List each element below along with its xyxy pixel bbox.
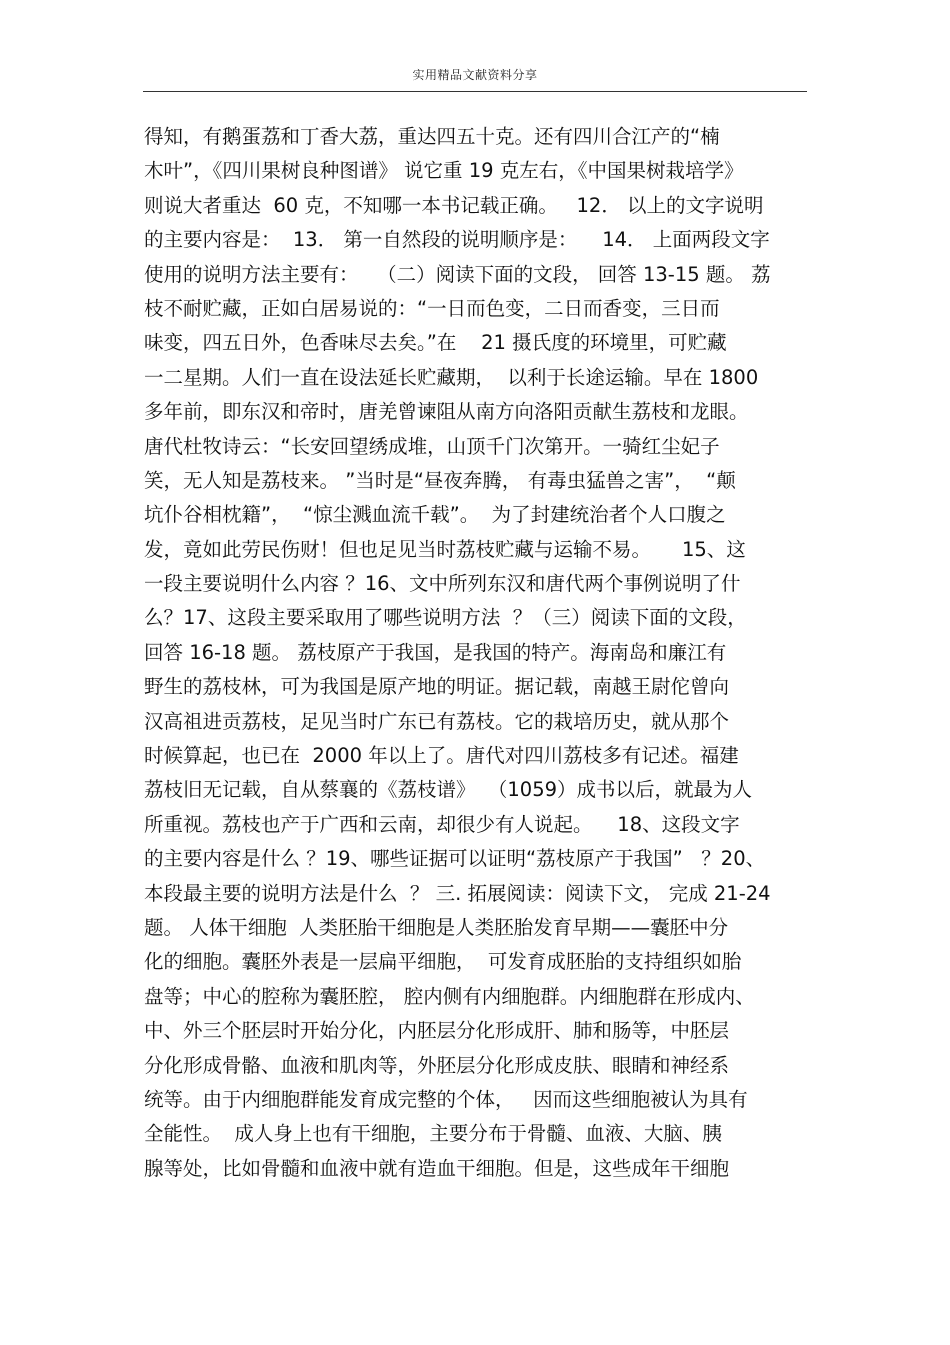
text-line: 发，竟如此劳民伤财！但也足见当时荔枝贮藏与运输不易。 15、这 — [144, 537, 746, 561]
text-line: 枝不耐贮藏，正如白居易说的：“一日而色变，二日而香变，三日而 — [144, 296, 720, 320]
text-line: 化的细胞。囊胚外表是一层扁平细胞， 可发育成胚胎的支持组织如胎 — [144, 950, 742, 974]
page-header-title: 实用精品文献资料分享 — [412, 68, 538, 82]
text-line: 木叶”，《四川果树良种图谱》 说它重 19 克左右，《中国果树栽培学》 — [144, 159, 744, 183]
text-line: 汉高祖进贡荔枝，足见当时广东已有荔枝。它的栽培历史，就从那个 — [144, 709, 730, 733]
text-line: 的主要内容是： 13． 第一自然段的说明顺序是： 14． 上面两段文字 — [144, 228, 770, 252]
text-line: 本段最主要的说明方法是什么 ？ 三. 拓展阅读：阅读下文， 完成 21-24 — [144, 881, 771, 905]
text-line: 分化形成骨骼、血液和肌肉等，外胚层分化形成皮肤、眼睛和神经系 — [144, 1053, 730, 1077]
text-line: 全能性。 成人身上也有干细胞，主要分布于骨髓、血液、大脑、胰 — [144, 1122, 722, 1146]
text-line: 盘等；中心的腔称为囊胚腔， 腔内侧有内细胞群。内细胞群在形成内、 — [144, 984, 755, 1008]
text-line: 中、外三个胚层时开始分化，内胚层分化形成肝、肺和肠等，中胚层 — [144, 1019, 730, 1043]
text-line: 一段主要说明什么内容 ？16、文中所列东汉和唐代两个事例说明了什 — [144, 572, 741, 596]
text-line: 多年前，即东汉和帝时，唐羌曾谏阻从南方向洛阳贡献生荔枝和龙眼。 — [144, 400, 749, 424]
header-divider — [143, 91, 807, 92]
text-line: 野生的荔枝林，可为我国是原产地的明证。据记载，南越王尉佗曾向 — [144, 675, 730, 699]
text-line: 唐代杜牧诗云：“长安回望绣成堆，山顶千门次第开。一骑红尘妃子 — [144, 434, 720, 458]
text-line: 所重视。荔枝也产于广西和云南，却很少有人说起。 18、这段文字 — [144, 812, 740, 836]
text-line: 味变，四五日外，色香味尽去矣。”在 21 摄氏度的环境里，可贮藏 — [144, 331, 727, 355]
text-line: 腺等处，比如骨髓和血液中就有造血干细胞。但是，这些成年干细胞 — [144, 1156, 730, 1180]
text-line: 么？17、这段主要采取用了哪些说明方法 ？（三）阅读下面的文段， — [144, 606, 747, 630]
text-line: 回答 16-18 题。 荔枝原产于我国，是我国的特产。海南岛和廉江有 — [144, 640, 727, 664]
text-line: 题。 人体干细胞 人类胚胎干细胞是人类胚胎发育早期——囊胚中分 — [144, 915, 729, 939]
text-line: 时候算起，也已在 2000 年以上了。唐代对四川荔枝多有记述。福建 — [144, 744, 739, 768]
text-line: 一二星期。人们一直在设法延长贮藏期， 以利于长途运输。早在 1800 — [144, 365, 759, 389]
text-line: 的主要内容是什么 ？19、哪些证据可以证明“荔枝原产于我国” ？20、 — [144, 847, 766, 871]
document-body — [144, 120, 824, 1186]
text-line: 得知，有鹅蛋荔和丁香大荔，重达四五十克。还有四川合江产的“楠 — [144, 125, 720, 148]
text-line: 荔枝旧无记载，自从蔡襄的《荔枝谱》 （1059）成书以后，就最为人 — [144, 778, 753, 802]
text-line: 坑仆谷相枕籍”， “惊尘溅血流千载”。 为了封建统治者个人口腹之 — [144, 503, 726, 527]
text-line: 使用的说明方法主要有： （二）阅读下面的文段， 回答 13-15 题。 荔 — [144, 262, 771, 286]
text-line: 统等。由于内细胞群能发育成完整的个体， 因而这些细胞被认为具有 — [144, 1087, 748, 1111]
text-line: 则说大者重达 60 克，不知哪一本书记载正确。 12． 以上的文字说明 — [144, 193, 764, 217]
text-line: 笑，无人知是荔枝来。 ”当时是“昼夜奔腾， 有毒虫猛兽之害”， “颠 — [144, 468, 736, 492]
